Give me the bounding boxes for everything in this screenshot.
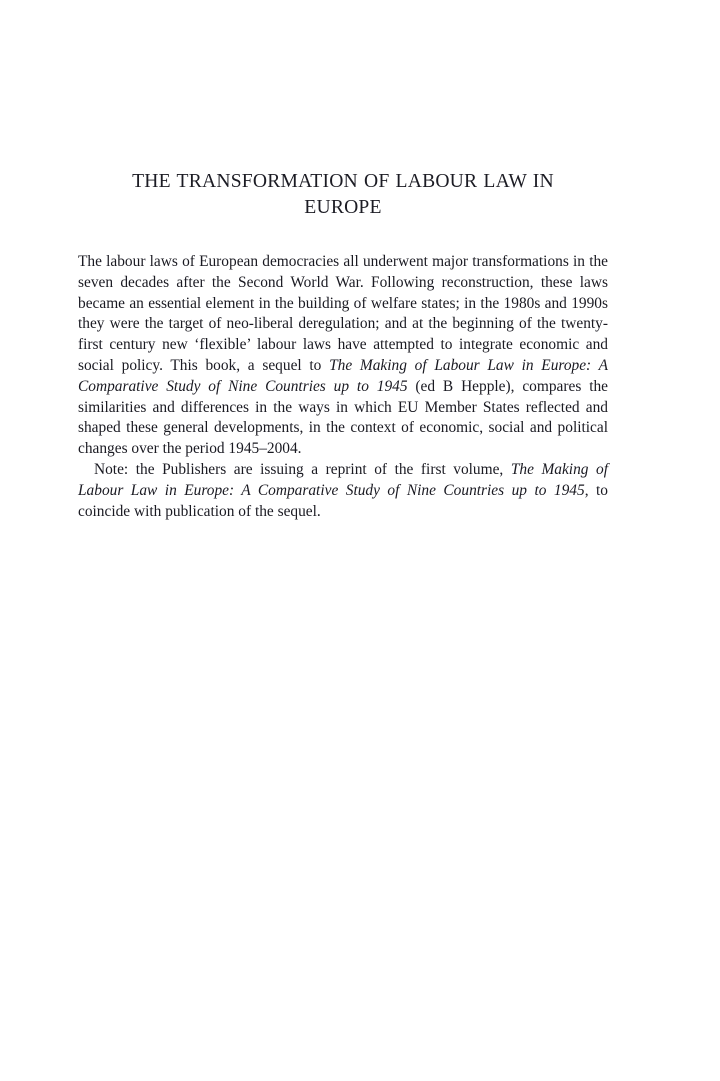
page-title: [78, 169, 608, 221]
blurb-p2-text-after-title: , to coincide with publication of the sequel.: [78, 481, 608, 520]
page-title-line-1: THE TRANSFORMATION OF LABOUR LAW IN: [132, 171, 554, 192]
blurb-p1-cited-book-title: The Making of Labour Law in Europe: A Comparative Study of Nine Countries up to 1945: [78, 356, 609, 395]
page-title-line-2: EUROPE: [304, 197, 382, 218]
blurb-p2-cited-book-title: The Making of Labour Law in Europe: A Comparative Study of Nine Countries up to 1945: [78, 460, 608, 499]
blurb-paragraph-2-note: [78, 460, 608, 522]
blurb-body: [78, 252, 608, 522]
blurb-p1-text-after-title: (ed B Hepple), compares the similarities and differences in the ways in which EU Member States reflected and shaped these general developments, in the context of economic, social and political changes over the period 1945–2004.: [78, 377, 608, 458]
blurb-p2-text-before-title: Note: the Publishers are issuing a reprint of the first volume,: [94, 460, 511, 478]
blurb-p1-text-before-title: The labour laws of European democracies all underwent major transformations in the seven decades after the Second World War. Following reconstruction, these laws became an essential element in the building of welfare states; in the 1980s and 1990s they were the target of neo-liberal deregulation; and at the beginning of the twenty-first century new ‘flexible’ labour laws have attempted to integrate economic and social policy. This book, a sequel to: [78, 253, 608, 374]
blurb-paragraph-1: [78, 252, 608, 460]
